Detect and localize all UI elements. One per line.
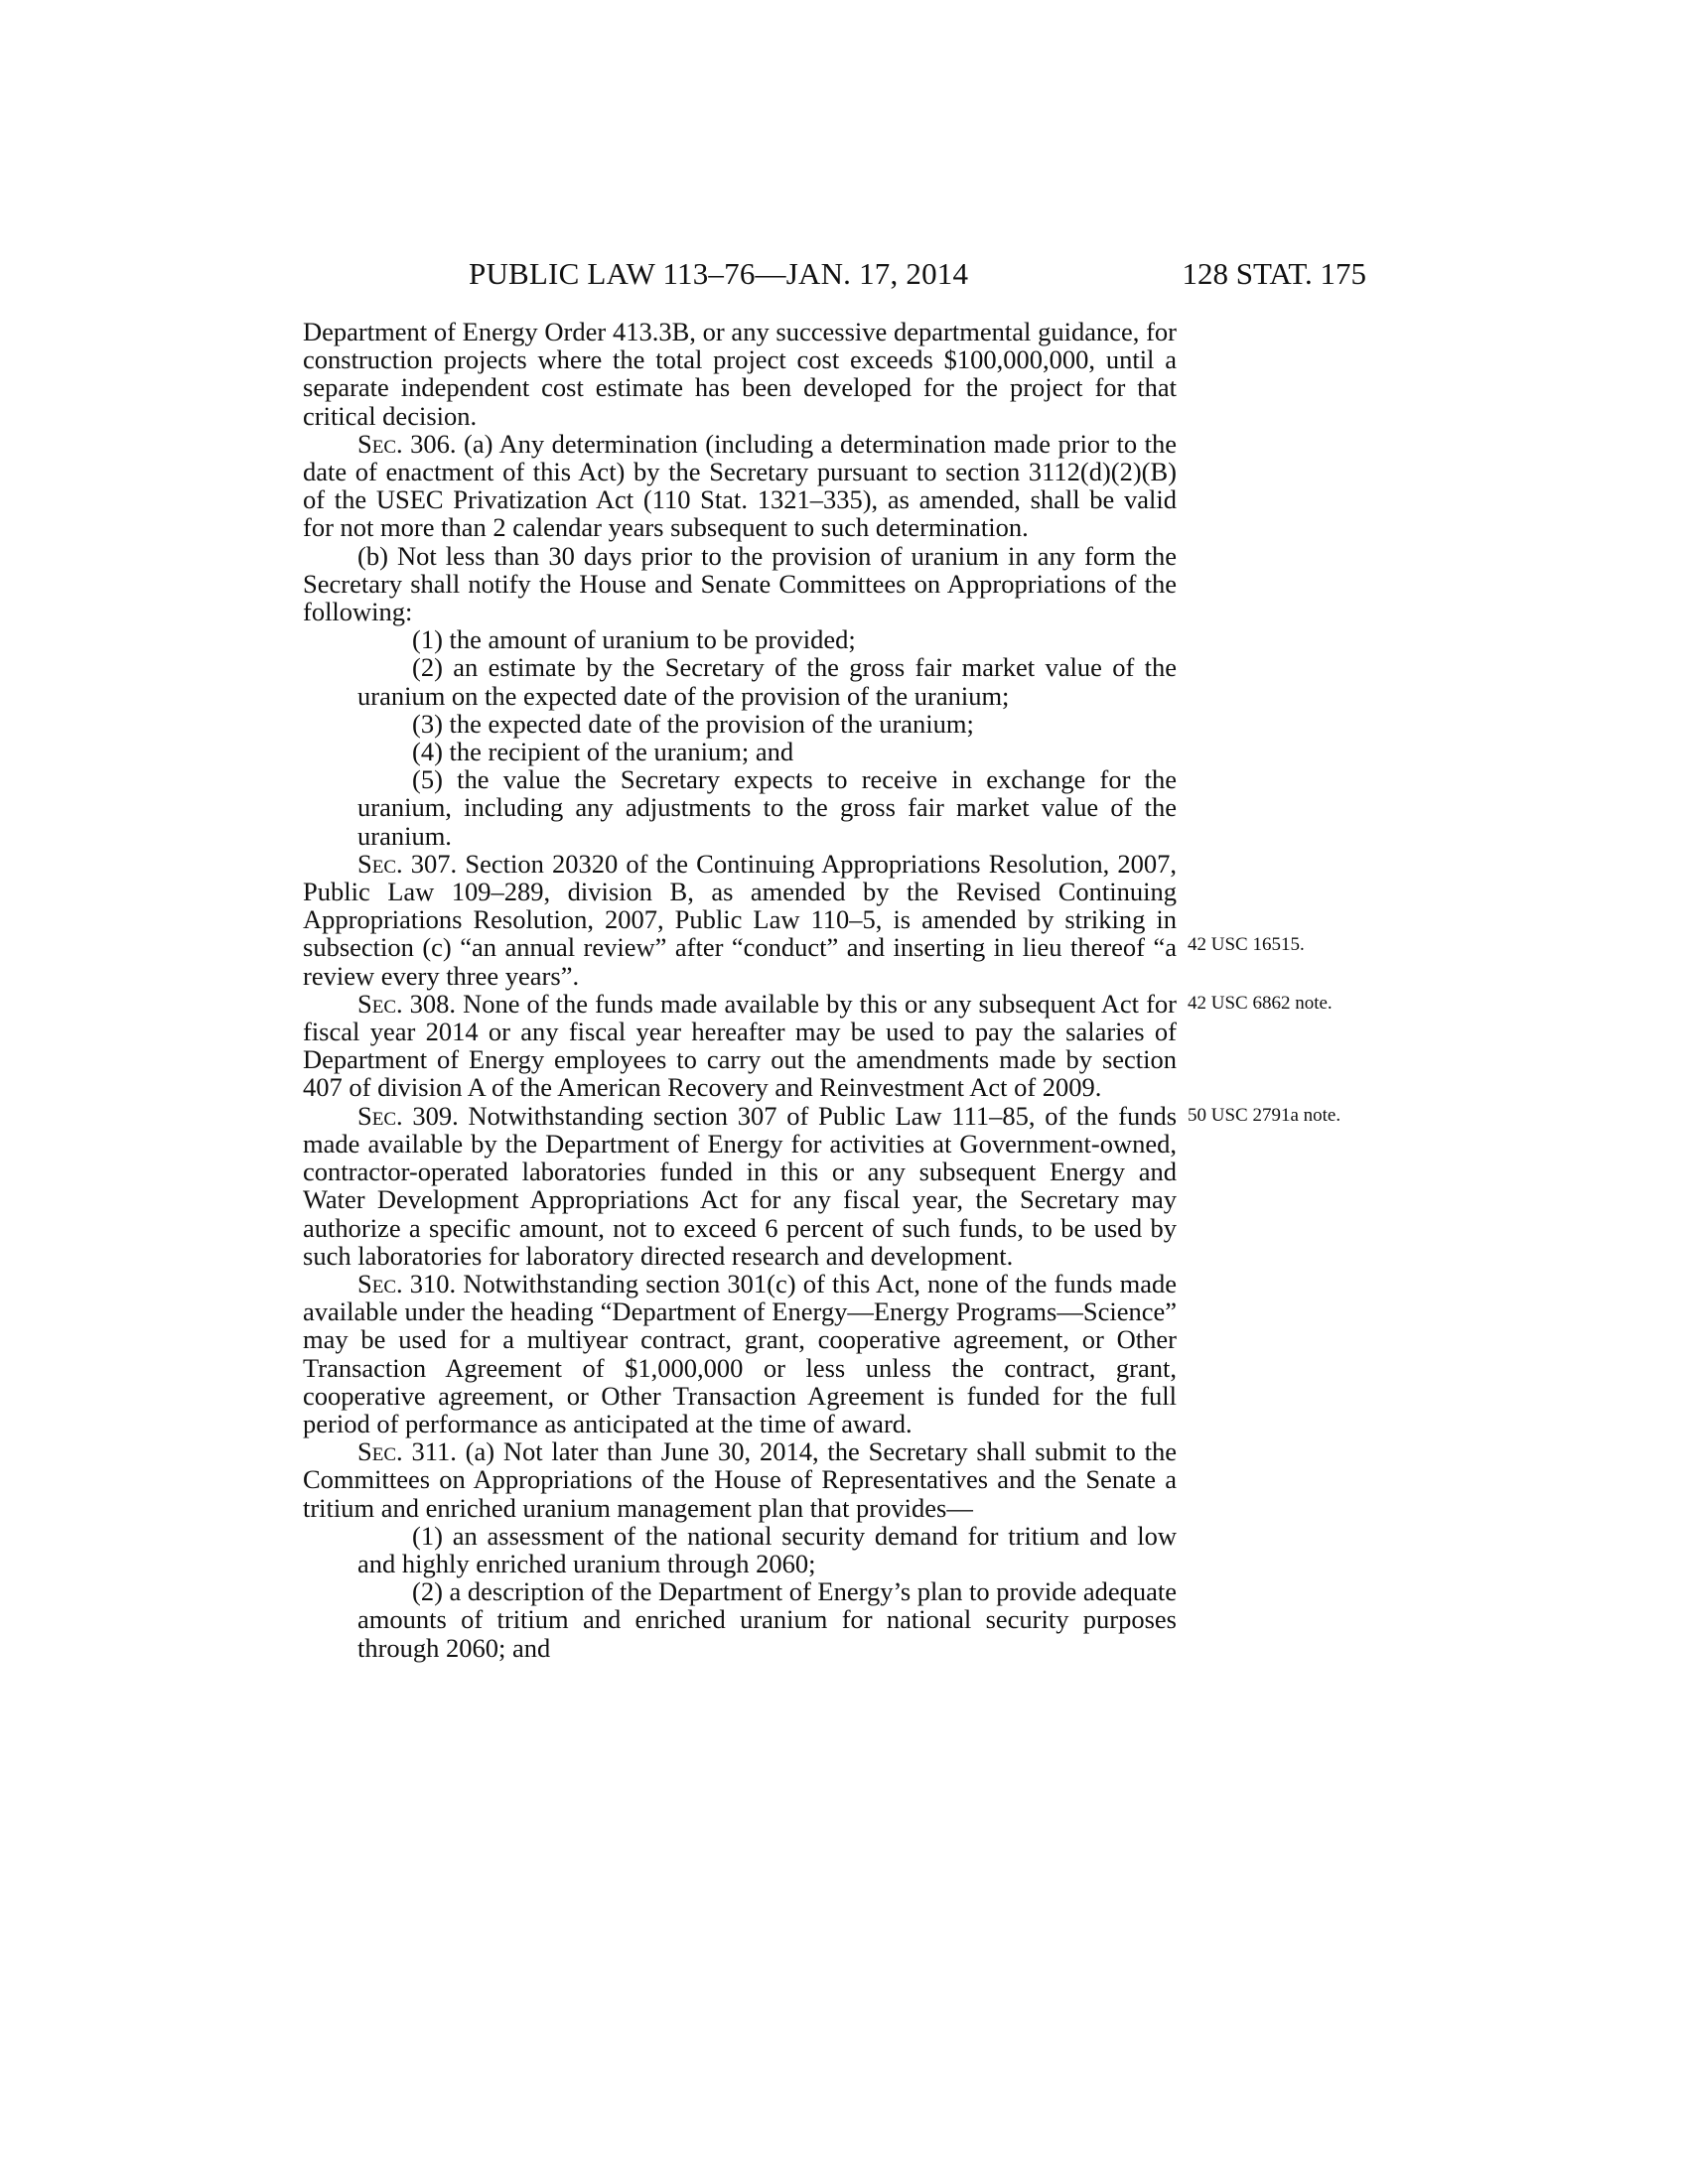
section-label: Sec. 310. [357,1268,457,1298]
section-label: Sec. 311. [357,1436,457,1467]
statute-body [303,317,1341,1663]
section-311-a [303,1437,1177,1522]
section-306-a [303,430,1177,542]
section-label: Sec. 308. [357,988,457,1019]
section-text: Section 20320 of the Continuing Appropriations Resolution, 2007, Public Law 109–289, division B, as amended by the Revised Continuing Appropriations Resolution, 2007, Public Law 110–5, is amended by striking in subsection (c) “an annual review” after “conduct” and inserting in lieu thereof “a review every three years”. [303,848,1178,991]
running-head: PUBLIC LAW 113–76—JAN. 17, 2014 [469,256,969,291]
paragraph-continuation: Department of Energy Order 413.3B, or any successive departmental guidance, for construction projects where the total project cost exceeds $100,000,000, until a separate independent cost estimate has been developed for the project for that critical decision. [303,317,1177,431]
page-stat-citation: 128 STAT. 175 [1182,256,1366,291]
section-label: Sec. 306. [357,428,457,459]
section-text: None of the funds made available by this or any subsequent Act for fiscal year 2014 or any fiscal year hereafter may be used to pay the salaries of Department of Energy employees to carry out the amendments made by section 407 of division A of the American Recovery and Reinvestment Act of 2009. [303,988,1177,1103]
section-text: (a) Not later than June 30, 2014, the Secretary shall submit to the Committees on Appropriations of the House of Representatives and the Senate a tritium and enriched uranium management plan that provides— [303,1436,1177,1523]
list-item: (2) an estimate by the Secretary of the gross fair market value of the uranium on the expected date of the provision of the uranium; [357,652,1177,711]
section-label: Sec. 307. [357,848,458,879]
margin-note-citation: 42 USC 16515. [1188,933,1305,955]
margin-note-citation: 50 USC 2791a note. [1188,1104,1341,1126]
section-307 [303,848,1305,991]
list-item: (4) the recipient of the uranium; and [412,737,794,767]
section-label: Sec. 309. [357,1100,459,1131]
section-308 [303,988,1333,1103]
list-item: (1) an assessment of the national security demand for tritium and low and highly enriched uranium through 2060; [357,1520,1177,1578]
section-306-b: (b) Not less than 30 days prior to the provision of uranium in any form the Secretary shall notify the House and Senate Committees on Appropriations of the following: [303,540,1177,627]
page-header [0,254,1688,294]
list-item: (3) the expected date of the provision of the uranium; [412,708,974,739]
section-310 [303,1270,1177,1437]
section-text: Notwithstanding section 307 of Public Law 111–85, of the funds made available by the Department of Energy for activities at Government-owned, contractor-operated laboratories funded in this or any subsequent Energy and Water Development Appropriations Act for any fiscal year, the Secretary may authorize a specific amount, not to exceed 6 percent of such funds, to be used by such laboratories for laboratory directed research and development. [303,1100,1178,1271]
section-text: (a) Any determination (including a determination made prior to the date of enactment of this Act) by the Secretary pursuant to section 3112(d)(2)(B) of the USEC Privatization Act (110 Stat. 1321–335), as amended, shall be valid for not more than 2 calendar years subsequent to such determination. [303,428,1177,543]
section-text: Notwithstanding section 301(c) of this Act, none of the funds made available under the heading “Department of Energy—Energy Programs—Science” may be used for a multiyear contract, grant, cooperative agreement, or Other Transaction Agreement of $1,000,000 or less unless the contract, grant, cooperative agreement, or Other Transaction Agreement is funded for the full period of performance as anticipated at the time of award. [303,1268,1177,1438]
list-item: (1) the amount of uranium to be provided; [412,624,856,655]
list-item: (2) a description of the Department of Energy’s plan to provide adequate amounts of tritium and enriched uranium for national security purposes through 2060; and [357,1576,1177,1663]
margin-note-citation: 42 USC 6862 note. [1188,992,1333,1014]
section-309 [303,1100,1341,1271]
list-item: (5) the value the Secretary expects to receive in exchange for the uranium, including any adjustments to the gross fair market value of the uranium. [357,764,1177,851]
